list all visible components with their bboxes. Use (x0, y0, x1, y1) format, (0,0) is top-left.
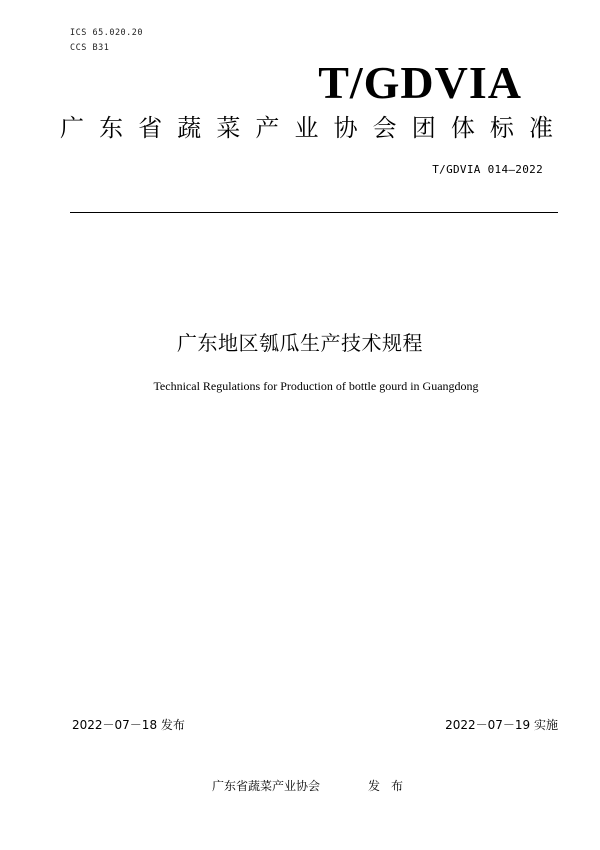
publisher-name: 广东省蔬菜产业协会 (212, 779, 321, 793)
implementation-date: 2022－07－19 实施 (445, 718, 558, 732)
standard-number: T/GDVIA 014—2022 (432, 163, 543, 176)
ccs-code: CCS B31 (70, 43, 110, 53)
document-title-en: Technical Regulations for Production of bottle gourd in Guangdong (153, 379, 479, 393)
ics-code: ICS 65.020.20 (70, 28, 144, 38)
standard-category-title: 广东省蔬菜产业协会团体标准 (60, 114, 555, 142)
document-title-zh: 广东地区瓠瓜生产技术规程 (177, 331, 423, 355)
publish-label: 发布 (368, 779, 415, 793)
issue-date: 2022－07－18 发布 (72, 718, 185, 732)
organization-code: T/GDVIA (318, 57, 522, 108)
header-divider (70, 212, 558, 213)
